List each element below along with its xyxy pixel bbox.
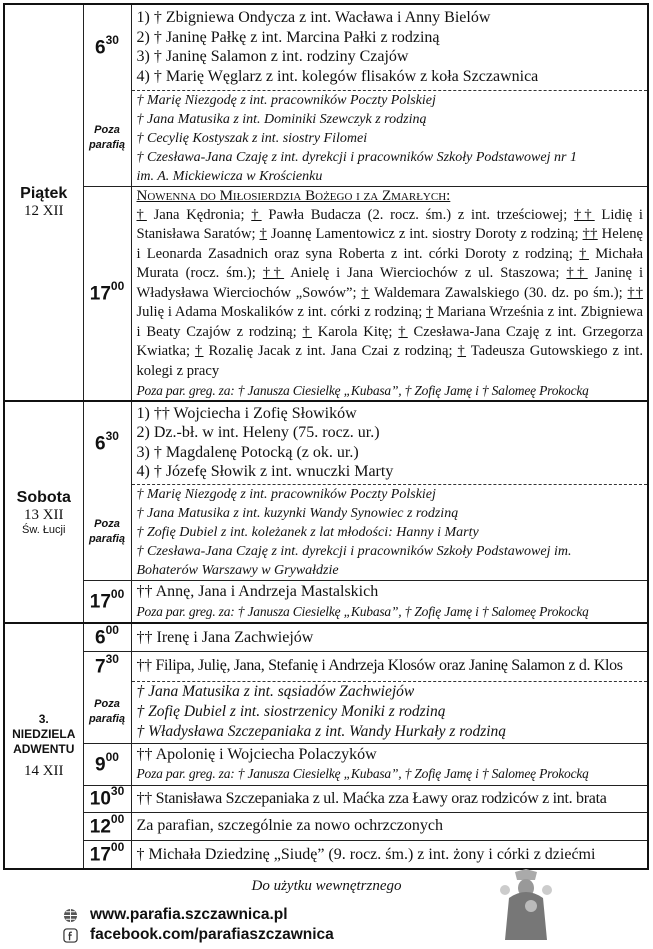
day-date: 14 XII [23,763,64,779]
day-friday [4,4,83,401]
intention-line: † Czesława-Jana Czaję z int. dyrekcji i pracowników Szkoły Podstawowej nr 1 [136,149,577,165]
intention-list [137,91,644,186]
day-name: NIEDZIELA [12,727,76,741]
mass-time: $6^{00}$ [83,623,131,651]
day-name: ADWENTU [13,742,75,756]
intention-list [137,656,644,676]
intention-line: † Jana Matusika z int. sąsiadów Zachwiejów [136,683,415,700]
intention-line: †† Irenę i Jana Zachwiejów [136,628,314,646]
facebook-text[interactable]: facebook.com/parafiaszczawnica [90,926,334,943]
poza-parafia-label: Poza parafią [83,90,131,186]
poza-parafia-label: Poza parafią [83,484,131,580]
novena-item-text: Janinę i Władysława Wierciochów „Sowów”; [136,265,644,301]
intention-line: Bohaterów Warszawy w Grywałdzie [136,562,339,578]
intentions [131,651,648,681]
cross-mark: † [579,245,589,262]
novena-item-text: Lidię i Stanisława Saratów; [136,206,643,242]
mass-time: $17^{00}$ [83,580,131,623]
intention-line: †† Filipa, Julię, Jana, Stefanię i Andrzeja Klosów oraz Janinę Salamon z d. Klos [136,657,623,675]
day-feast: Św. Łucji [22,523,66,536]
novena-item-text: Anielę i Jana Wierciochów z ul. Staszowa; [290,265,560,281]
novena-item [137,207,245,223]
website-text[interactable]: www.parafia.szczawnica.pl [90,906,288,923]
day-name: Piątek [20,185,68,202]
novena-item-text: Tadeusza Gutowskiego z int. kolegi z pracy [136,343,643,379]
intention-line: 4) † Józefę Słowik z int. wnuczki Marty [136,463,394,481]
intention-list [137,8,644,86]
mass-time: $10^{30}$ [83,785,131,812]
intention-line: † Marię Niezgodę z int. pracowników Poczty Polskiej [136,486,436,502]
novena-item-text: Karola Kitę; [317,323,393,340]
cross-mark: † [251,206,262,223]
intention-line: Za parafian, szczególnie za nowo ochrzczonych [136,817,443,835]
poza-intentions [131,484,648,580]
intention-line: † Zofię Dubiel z int. siostrzenicy Moniki z rodziną [136,703,446,720]
day-saturday [4,401,83,623]
gregorian-line: Poza par. greg. za: † Janusza Ciesielkę „Kubasa”, † Zofię Jamę i † Salomeę Prokocką [136,383,589,398]
intention-list [137,682,644,742]
mass-intentions-table [3,3,649,870]
intention-list [137,485,644,580]
novena-item [361,285,622,301]
intentions [131,580,648,623]
day-date: 12 XII [23,203,64,219]
novena-item-text: Pawła Budacza (2. rocz. śm.) z int. trześciowej; [268,206,568,223]
internal-use-note: Do użytku wewnętrznego [251,878,402,894]
mass-time: $6^{30}$ [83,401,131,484]
intentions [131,623,648,651]
novena-item [251,207,567,223]
website-link[interactable] [62,906,288,924]
novena-item-text: Rozalię Jacak z int. Jana Czai z rodziną; [208,343,453,359]
novena-item-text: Helenę i Leonarda Zasadnich oraz syna Roberta z int. córki Doroty z rodziną; [136,226,643,262]
globe-icon [62,907,78,923]
intentions [131,840,648,869]
intention-line: 4) † Marię Węglarz z int. kolegów flisaków z koła Szczawnica [136,67,539,85]
intention-line: †† Apolonię i Wojciecha Polaczyków [136,745,377,763]
intention-line: † Zofię Dubiel z int. koleżanek z lat młodości: Hanny i Marty [136,524,479,540]
novena-item-text: Czesława-Jana Czaję z int. Grzegorza Kwiatka; [136,323,643,359]
intention-line: † Jana Matusika z int. kuzynki Wandy Synowiec z rodziną [136,505,459,521]
cross-mark: † [194,343,204,359]
gregorian-line: Poza par. greg. za: † Janusza Ciesielkę „Kubasa”, † Zofię Jamę i † Salomeę Prokocką [136,603,589,619]
novena-item [303,324,393,340]
facebook-icon [62,927,78,943]
intention-line: 3) † Janinę Salamon z int. rodziny Czajów [136,48,409,66]
poza-intentions [131,681,648,743]
intention-line: im. A. Mickiewicza w Krościenku [136,168,323,184]
novena-item-text: Julię i Adama Moskalików z int. córki z rodziną; [136,304,423,320]
facebook-link[interactable] [62,926,334,944]
novena-item-text: Michała Murata (rocz. śm.); [136,245,644,281]
cross-mark: †† [582,226,598,242]
day-name: 3. [38,712,49,726]
mass-time: $12^{00}$ [83,812,131,840]
novena-item-text: Mariana Września z int. Zbigniewa i Beaty Czajów z rodziną; [136,304,644,340]
cross-mark: † [259,226,268,242]
cross-mark: † [136,206,147,223]
poza-intentions [131,90,648,186]
intention-line: † Czesława-Jana Czaję z int. dyrekcji i pracowników Szkoły Podstawowej im. [136,543,572,559]
poza-parafia-label: Poza parafią [83,681,131,743]
intention-list [137,745,644,765]
day-date: 13 XII [23,506,64,523]
intention-list [137,789,644,809]
intentions [131,4,648,90]
intention-line: † Cecylię Kostyszak z int. siostry Filomei [136,130,368,146]
intention-list [137,845,644,865]
cross-mark: †† [262,265,285,281]
cross-mark: † [302,323,312,340]
cross-mark: † [398,323,408,340]
mass-time: $7^{30}$ [83,651,131,681]
cross-mark: †† [566,265,588,281]
intention-line: 1) † Zbigniewa Ondycza z int. Wacława i Anny Bielów [136,9,491,27]
novena-item-text: Joannę Lamentowicz z int. siostry Doroty z rodziną; [271,226,579,242]
intentions [131,743,648,785]
day-name: Sobota [16,488,71,506]
novena-heading: Nowenna do Miłosierdzia Bożego i za Zmarłych: [136,187,451,204]
novena-list [137,206,644,382]
intention-line: †† Stanisława Szczepaniaka z ul. Maćka zza Ławy oraz rodziców z int. brata [136,789,607,807]
novena-item-text: Jana Kędronia; [153,206,245,223]
intention-line: 2) † Janinę Pałkę z int. Marcina Pałki z rodziną [136,28,440,46]
day-sunday [4,623,83,869]
intention-list [137,404,644,482]
intention-line: †† Annę, Jana i Andrzeja Mastalskich [136,583,379,600]
mass-time: $17^{00}$ [83,840,131,869]
intention-line: † Marię Niezgodę z int. pracowników Poczty Polskiej [136,92,436,108]
gregorian-line: Poza par. greg. za: † Janusza Ciesielkę „Kubasa”, † Zofię Jamę i † Salomeę Prokocką [136,766,589,782]
cross-mark: †† [627,284,644,301]
novena-item [195,343,453,359]
novena-item-text: Waldemara Zawalskiego (30. dz. po śm.); [373,284,623,301]
intention-list [137,628,644,648]
intentions [131,785,648,812]
intention-line: † Jana Matusika z int. Dominiki Szewczyk z rodziną [136,111,427,127]
intention-line: 3) † Magdalenę Potocką (z ok. ur.) [136,443,359,461]
novena-item [263,265,560,281]
madonna-icon [497,868,555,942]
intention-list [137,816,644,836]
intention-line: 1) †† Wojciecha i Zofię Słowików [136,404,357,422]
intention-line: † Władysława Szczepaniaka z int. Wandy Hurkały z rodziną [136,723,507,740]
cross-mark: †† [574,206,595,223]
novena-item [259,226,578,242]
novena-intentions [131,186,648,401]
intention-line: 2) Dz.-bł. w int. Heleny (75. rocz. ur.) [136,424,380,442]
mass-time: $6^{30}$ [83,4,131,90]
intentions [131,401,648,484]
mass-time: $9^{00}$ [83,743,131,785]
intentions [131,812,648,840]
cross-mark: † [426,304,434,320]
cross-mark: † [457,343,467,359]
intention-line: † Michała Dziedzinę „Siudę” (9. rocz. śm.) z int. żony i córki z dziećmi [136,845,596,863]
cross-mark: † [361,284,370,301]
intention-list [137,582,644,602]
mass-time: $17^{00}$ [83,186,131,401]
